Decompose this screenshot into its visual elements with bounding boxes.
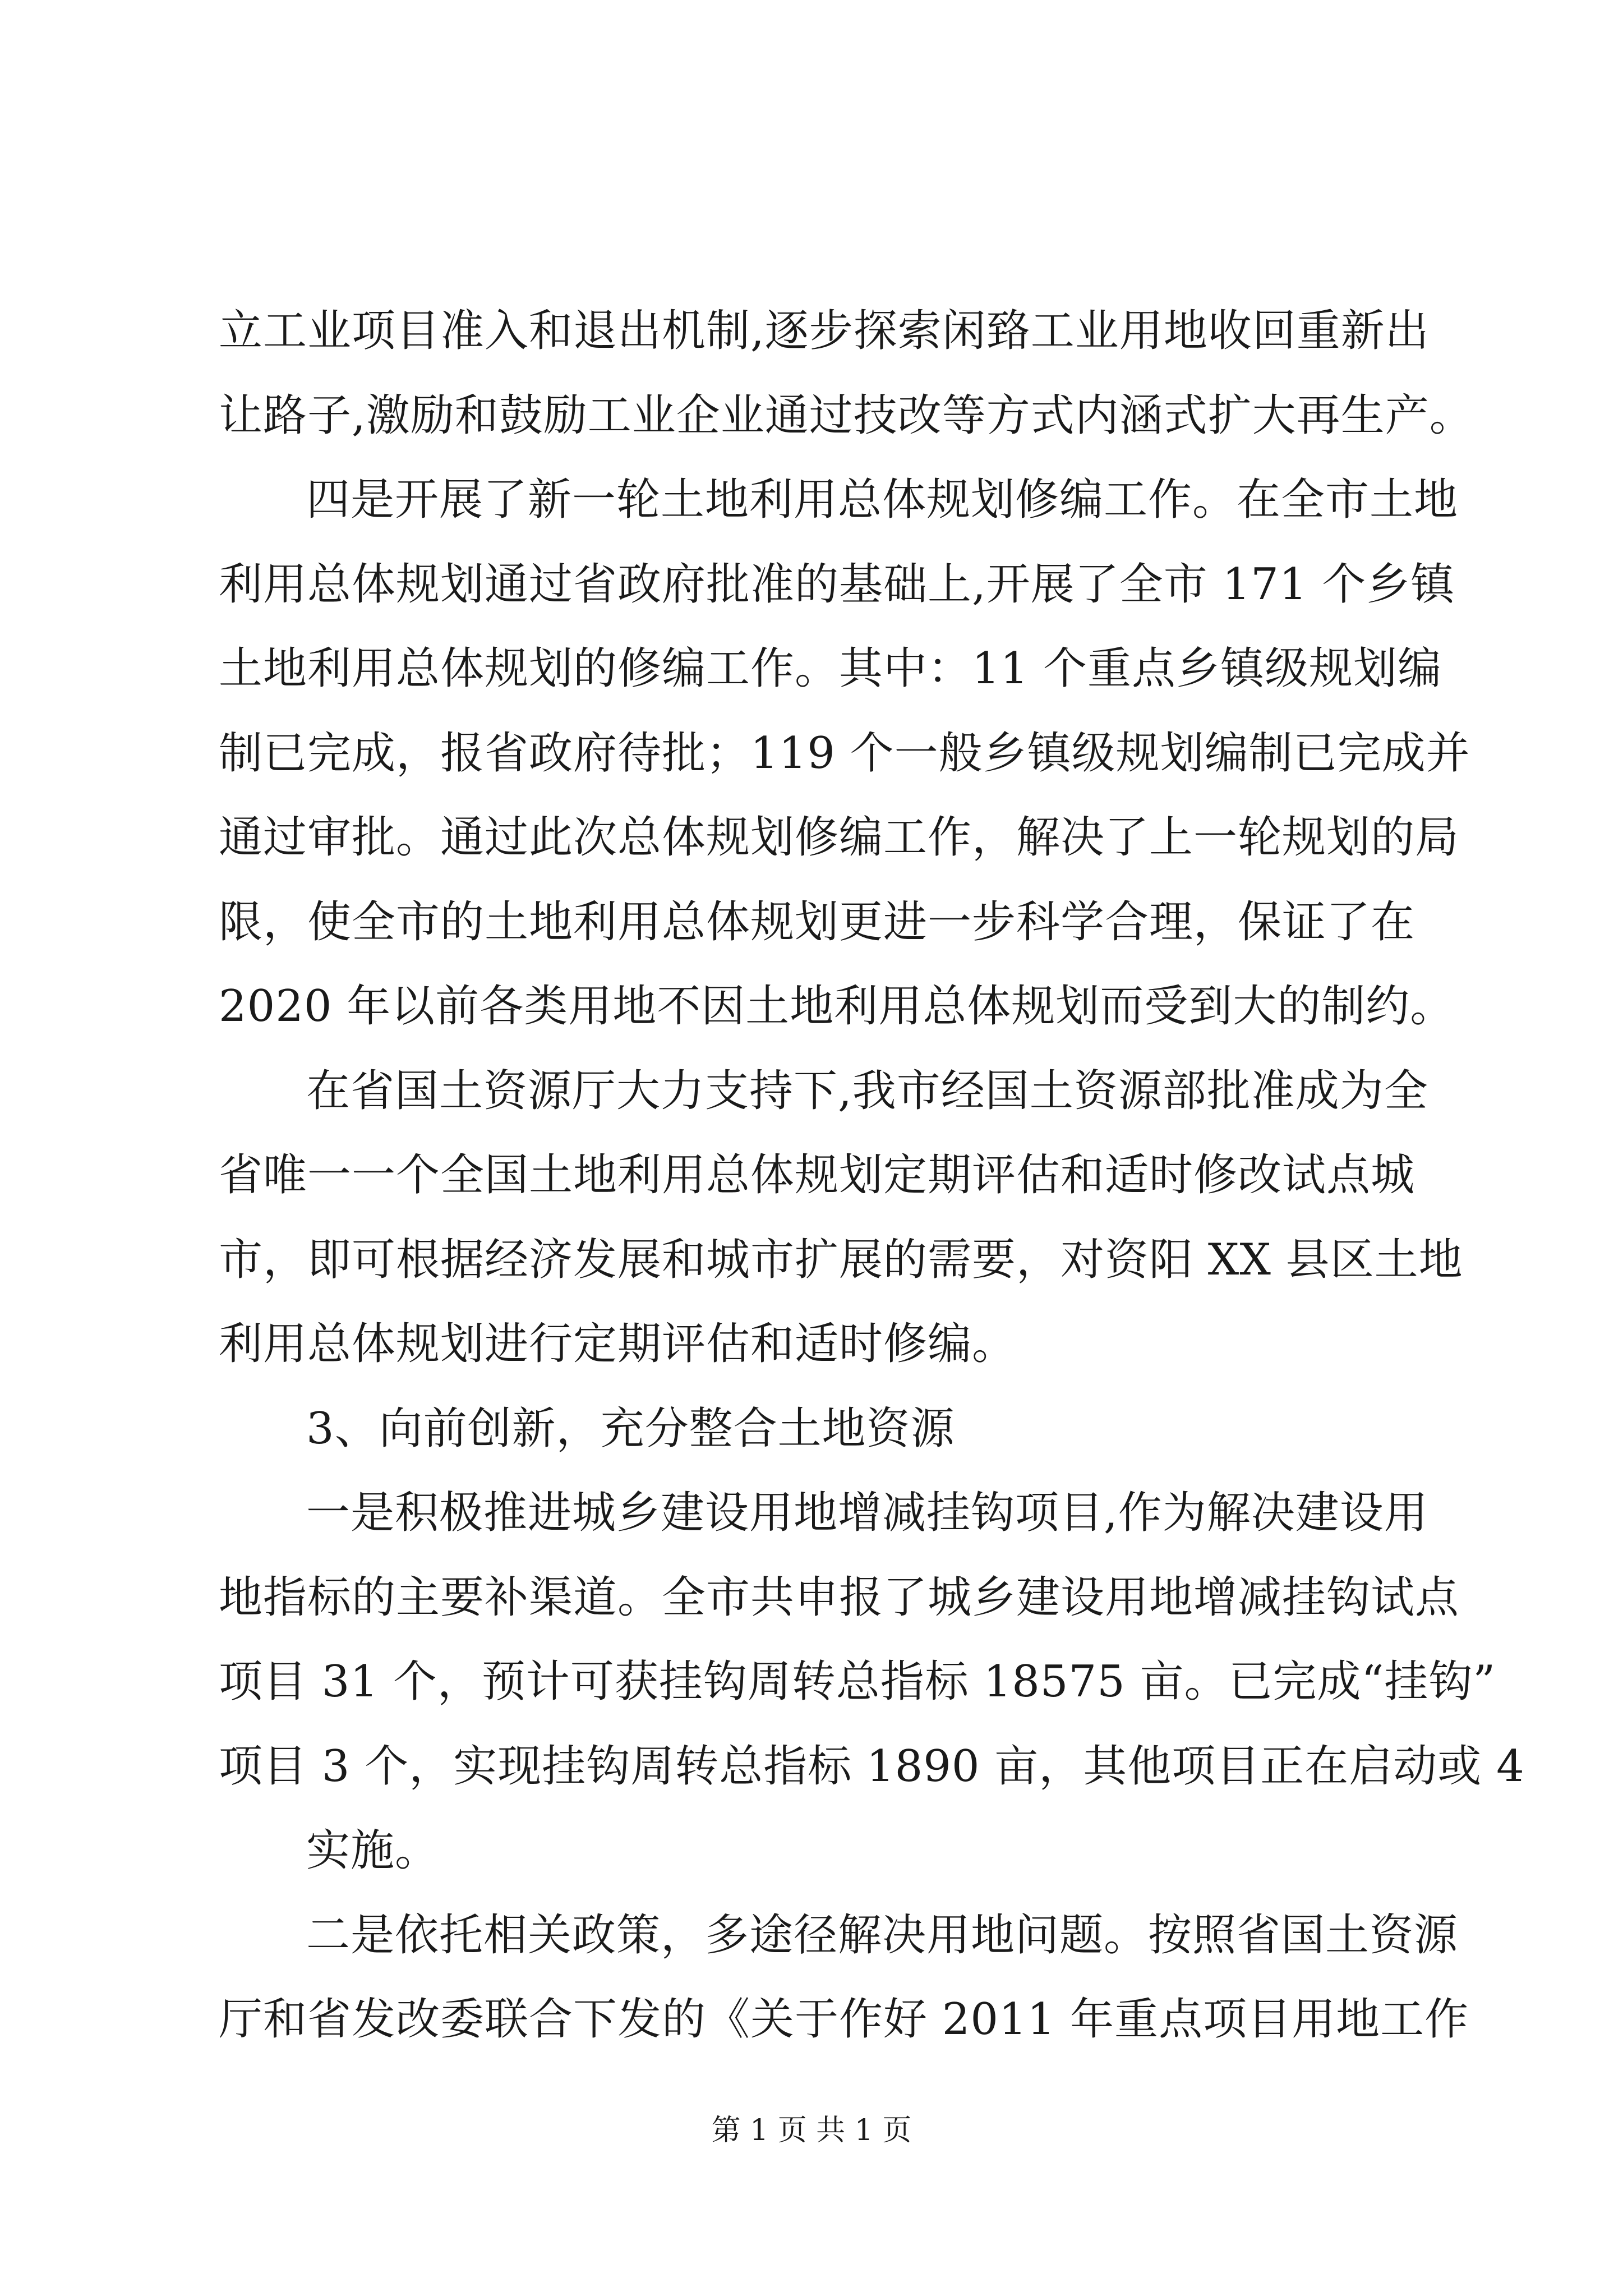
page-footer: 第 1 页 共 1 页 <box>711 2114 912 2147</box>
paragraph-line: 二是依托相关政策，多途径解决用地问题。按照省国土资源 <box>306 1910 1459 1961</box>
paragraph-line: 市，即可根据经济发展和城市扩展的需要，对资阳 XX 县区土地 <box>219 1235 1463 1285</box>
paragraph-line: 项目 3 个，实现挂钩周转总指标 1890 亩，其他项目正在启动或 4 <box>219 1741 1525 1792</box>
paragraph-line: 通过审批。通过此次总体规划修编工作，解决了上一轮规划的局 <box>219 812 1460 863</box>
paragraph-line: 四是开展了新一轮土地利用总体规划修编工作。在全市土地 <box>306 475 1459 525</box>
paragraph-line: 一是积极推进城乡建设用地增减挂钩项目,作为解决建设用 <box>306 1488 1428 1538</box>
paragraph-line: 2020 年以前各类用地不因土地利用总体规划而受到大的制约。 <box>219 981 1455 1032</box>
paragraph-line: 厅和省发改委联合下发的《关于作好 2011 年重点项目用地工作 <box>219 1994 1469 2045</box>
paragraph-line: 实施。 <box>306 1825 440 1876</box>
paragraph-line: 立工业项目准入和退出机制,逐步探索闲臵工业用地收回重新出 <box>219 306 1430 356</box>
paragraph-line: 省唯一一个全国土地利用总体规划定期评估和适时修改试点城 <box>219 1150 1415 1200</box>
paragraph-line: 让路子,激励和鼓励工业企业通过技改等方式内涵式扩大再生产。 <box>219 390 1474 441</box>
paragraph-line: 利用总体规划通过省政府批准的基础上,开展了全市 171 个乡镇 <box>219 559 1455 610</box>
paragraph-line: 地指标的主要补渠道。全市共申报了城乡建设用地增减挂钩试点 <box>219 1572 1460 1623</box>
paragraph-line: 利用总体规划进行定期评估和适时修编。 <box>219 1319 1017 1369</box>
paragraph-line: 3、向前创新，充分整合土地资源 <box>306 1404 955 1454</box>
paragraph-line: 制已完成，报省政府待批；119 个一般乡镇级规划编制已完成并 <box>219 728 1470 779</box>
paragraph-line: 土地利用总体规划的修编工作。其中：11 个重点乡镇级规划编 <box>219 643 1442 694</box>
paragraph-line: 项目 31 个，预计可获挂钩周转总指标 18575 亩。已完成“挂钩” <box>219 1657 1496 1707</box>
paragraph-line: 在省国土资源厅大力支持下,我市经国土资源部批准成为全 <box>306 1066 1428 1116</box>
paragraph-line: 限，使全市的土地利用总体规划更进一步科学合理，保证了在 <box>219 897 1415 947</box>
